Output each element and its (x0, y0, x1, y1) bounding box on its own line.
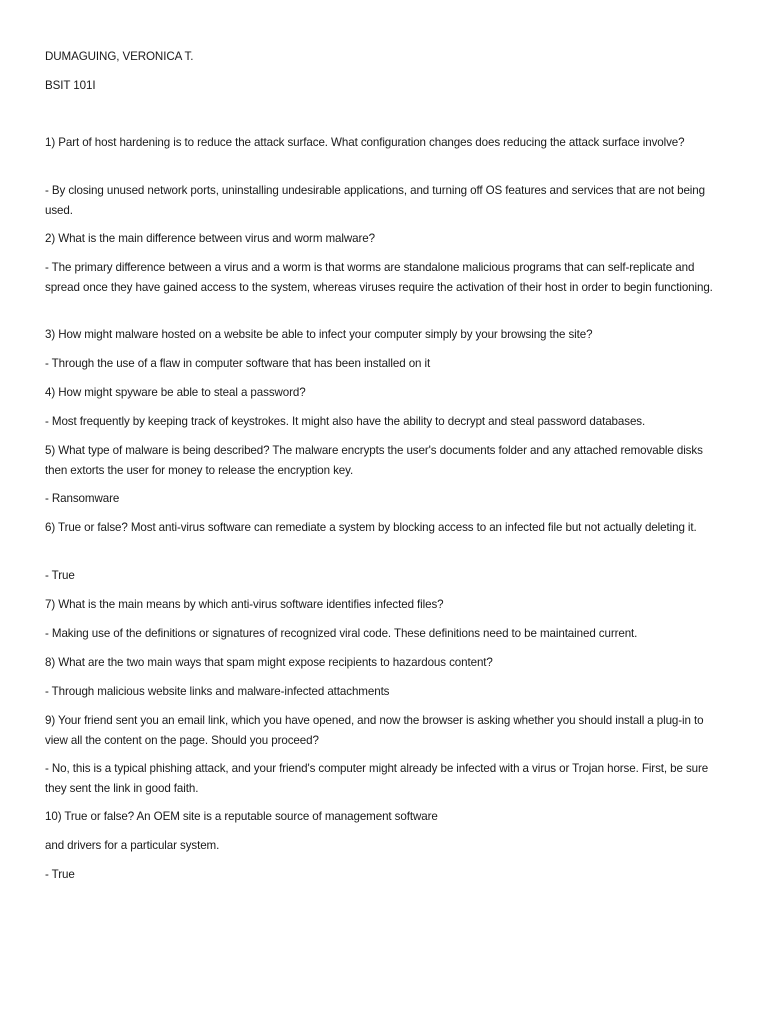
question-2: 2) What is the main difference between virus and worm malware? (45, 232, 375, 245)
question-3: 3) How might malware hosted on a website be able to infect your computer simply by your browsing the site? (45, 328, 593, 341)
answer-2: - The primary difference between a virus and a worm is that worms are standalone malicious programs that can self-replicate and spread once they have gained access to the system, whereas viruses require the activation of their host in order to begin functioning. (45, 261, 713, 294)
student-name: DUMAGUING, VERONICA T. (45, 50, 194, 63)
question-5: 5) What type of malware is being described? The malware encrypts the user's documents folder and any attached removable disks then extorts the user for money to release the encryption key. (45, 444, 703, 477)
question-1: 1) Part of host hardening is to reduce the attack surface. What configuration changes does reducing the attack surface involve? (45, 136, 685, 149)
question-6: 6) True or false? Most anti-virus software can remediate a system by blocking access to an infected file but not actually deleting it. (45, 521, 697, 534)
answer-10: - True (45, 868, 75, 881)
student-section: BSIT 101I (45, 79, 96, 92)
question-10-continued: and drivers for a particular system. (45, 839, 220, 852)
answer-4: - Most frequently by keeping track of keystrokes. It might also have the ability to decrypt and steal password databases. (45, 415, 646, 428)
answer-7: - Making use of the definitions or signatures of recognized viral code. These definitions need to be maintained current. (45, 627, 638, 640)
question-9: 9) Your friend sent you an email link, which you have opened, and now the browser is asking whether you should install a plug-in to view all the content on the page. Should you proceed? (45, 714, 704, 747)
question-10: 10) True or false? An OEM site is a reputable source of management software (45, 810, 438, 823)
answer-6: - True (45, 569, 75, 582)
answer-3: - Through the use of a flaw in computer software that has been installed on it (45, 357, 431, 370)
answer-8: - Through malicious website links and malware-infected attachments (45, 685, 390, 698)
question-8: 8) What are the two main ways that spam might expose recipients to hazardous content? (45, 656, 493, 669)
question-4: 4) How might spyware be able to steal a password? (45, 386, 306, 399)
answer-5: - Ransomware (45, 492, 120, 505)
answer-1: - By closing unused network ports, uninstalling undesirable applications, and turning off OS features and services that are not being used. (45, 184, 705, 217)
answer-9: - No, this is a typical phishing attack, and your friend's computer might already be infected with a virus or Trojan horse. First, be sure they sent the link in good faith. (45, 762, 709, 795)
question-7: 7) What is the main means by which anti-virus software identifies infected files? (45, 598, 444, 611)
